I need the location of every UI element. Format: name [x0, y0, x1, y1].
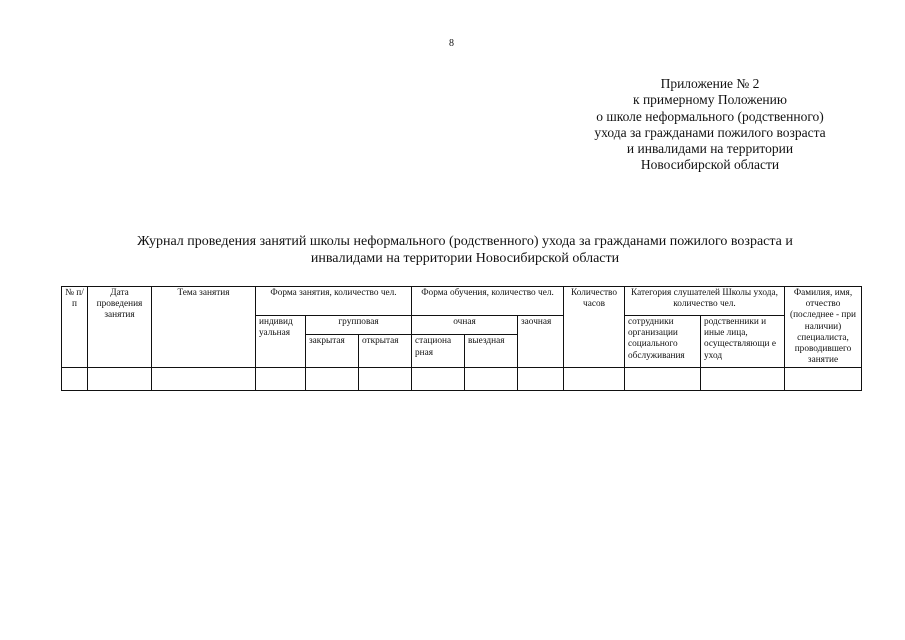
header-topic: Тема занятия [152, 287, 256, 368]
header-category: Категория слушателей Школы ухода, количество чел. [625, 287, 785, 316]
table-cell [88, 368, 152, 391]
header-open: открытая [359, 335, 412, 368]
table-cell [564, 368, 625, 391]
appendix-line: к примерному Положению [633, 92, 787, 108]
header-closed: закрытая [306, 335, 359, 368]
header-group: групповая [306, 316, 412, 335]
header-num: № п/п [62, 287, 88, 368]
header-class-form: Форма занятия, количество чел. [256, 287, 412, 316]
table-cell [465, 368, 518, 391]
table-row [62, 368, 862, 391]
header-hours: Количество часов [564, 287, 625, 368]
journal-title-line: инвалидами на территории Новосибирской области [310, 251, 620, 266]
page-number: 8 [449, 38, 454, 49]
header-in-person: очная [412, 316, 518, 335]
journal-table [61, 286, 862, 391]
table-cell [359, 368, 412, 391]
appendix-line: и инвалидами на территории [626, 141, 794, 157]
table-cell [412, 368, 465, 391]
table-cell [62, 368, 88, 391]
header-visiting: выездная [465, 335, 518, 368]
table-cell [306, 368, 359, 391]
appendix-heading [560, 76, 860, 174]
header-individual: индивид уальная [256, 316, 306, 368]
header-specialist: Фамилия, имя, отчество (последнее - при наличии) специалиста, проводившего занятие [785, 287, 862, 368]
table-cell [625, 368, 701, 391]
appendix-line: о школе неформального (родственного) [596, 108, 824, 124]
header-relatives: родственники и иные лица, осуществляющи е уход [701, 316, 785, 368]
journal-title-line: Журнал проведения занятий школы неформального (родственного) ухода за гражданами пожилого возраста и [137, 234, 793, 249]
header-staff: сотрудники организации социального обслуживания [625, 316, 701, 368]
table-cell [152, 368, 256, 391]
table-cell [701, 368, 785, 391]
header-study-form: Форма обучения, количество чел. [412, 287, 564, 316]
table-cell [785, 368, 862, 391]
appendix-line: ухода за гражданами пожилого возраста [594, 124, 826, 140]
table-cell [518, 368, 564, 391]
journal-title [60, 233, 870, 267]
header-distance: заочная [518, 316, 564, 368]
appendix-line: Приложение № 2 [660, 76, 760, 91]
header-date: Дата проведения занятия [88, 287, 152, 368]
table-cell [256, 368, 306, 391]
header-stationary: стациона рная [412, 335, 465, 368]
appendix-line: Новосибирской области [640, 157, 780, 173]
